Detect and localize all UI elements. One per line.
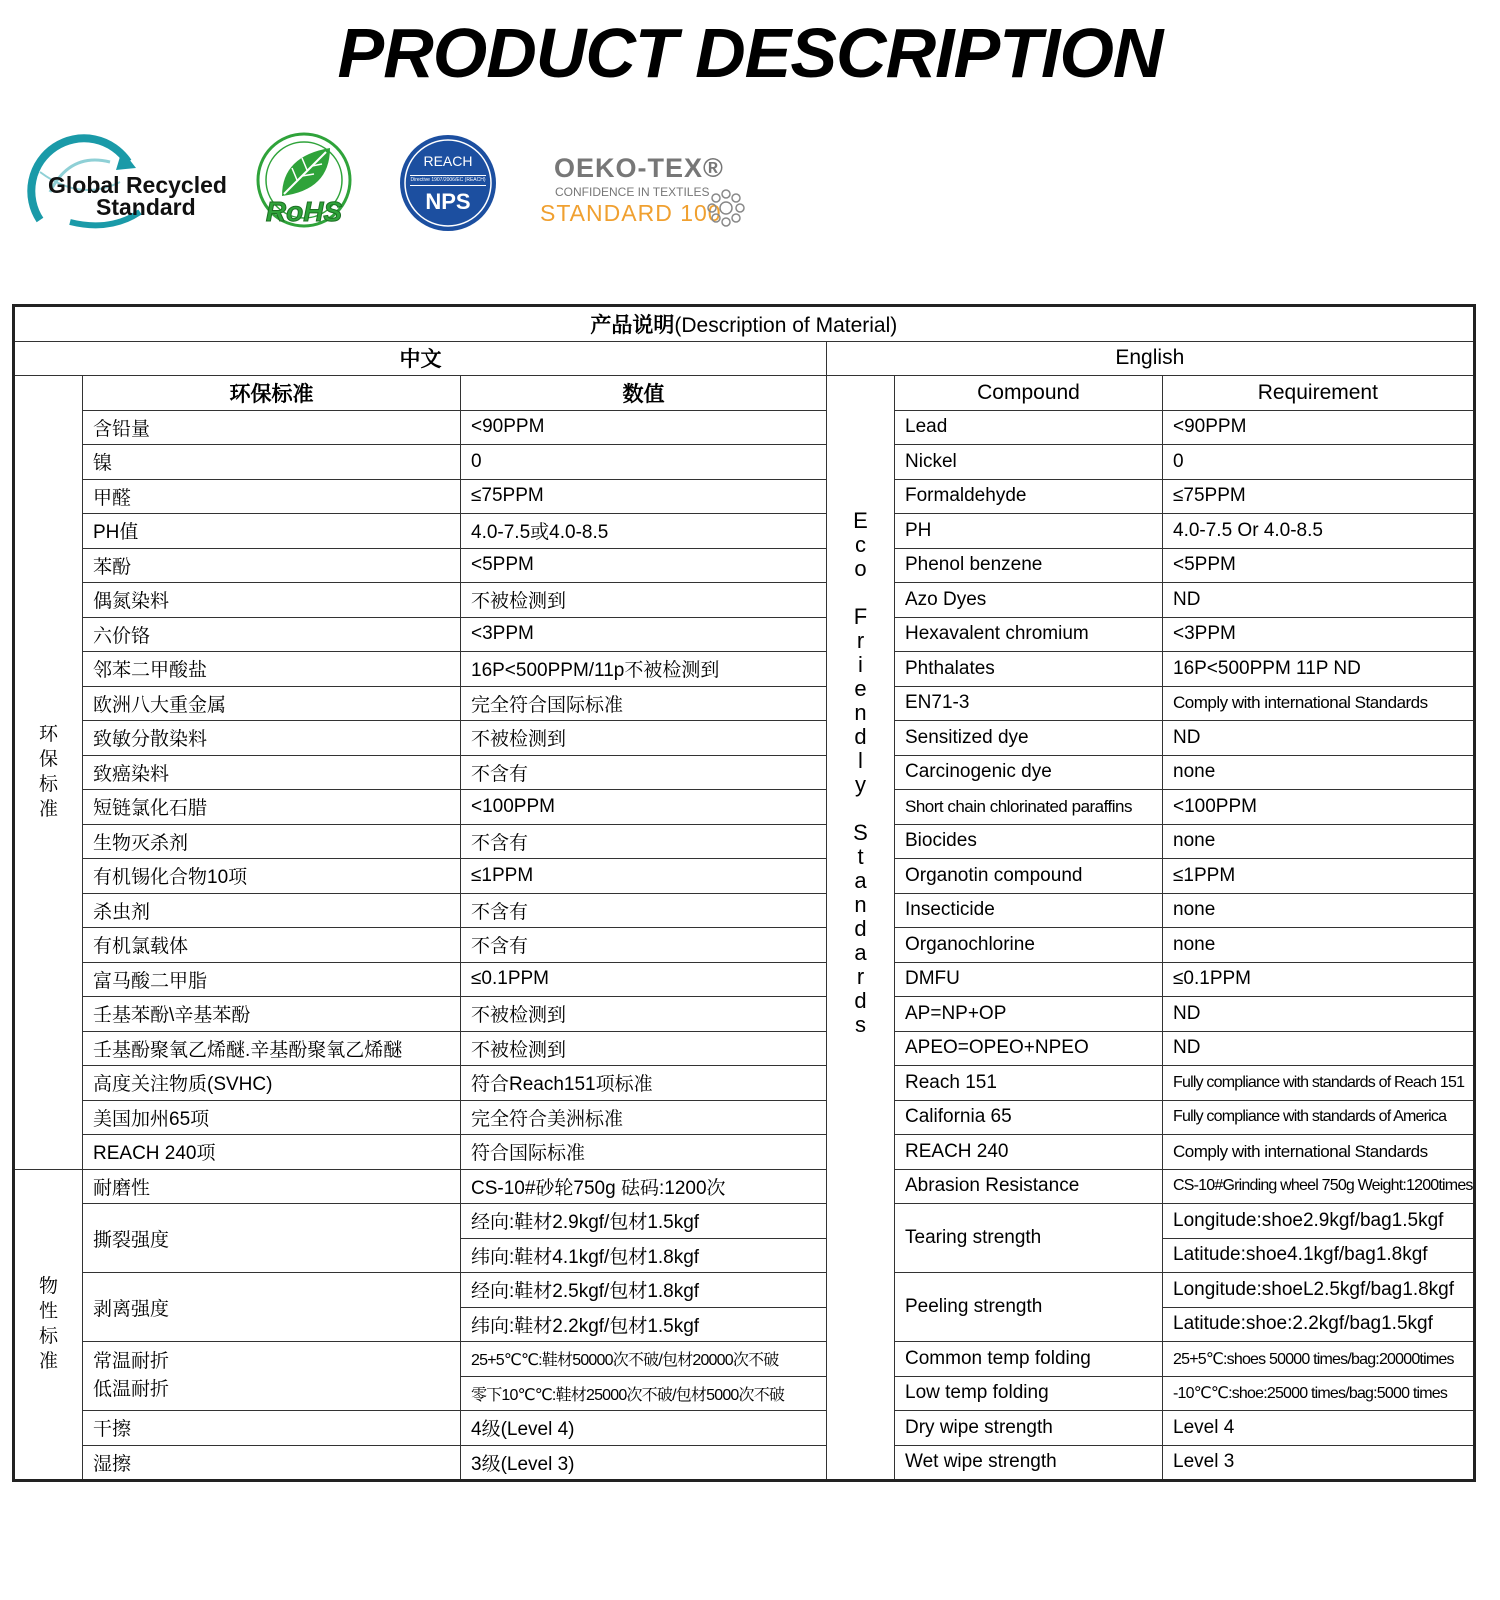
col-header-requirement: Requirement — [1163, 376, 1475, 411]
cell-value: 完全符合国际标准 — [461, 686, 827, 721]
table-row — [14, 928, 1475, 963]
cell-standard: 干擦 — [83, 1411, 461, 1446]
cell-value: 不被检测到 — [461, 583, 827, 618]
cell-requirement: <100PPM — [1163, 790, 1475, 825]
caption-en: (Description of Material) — [674, 313, 898, 337]
cell-value: 0 — [461, 445, 827, 480]
material-spec-table — [12, 304, 1476, 1482]
cell-value: 不被检测到 — [461, 721, 827, 756]
table-row — [14, 445, 1475, 480]
table-caption-row — [14, 306, 1475, 342]
cell-value: 16P<500PPM/11p不被检测到 — [461, 652, 827, 687]
side-label-text: 物 性 标 准 — [38, 1276, 58, 1373]
oeko-line1: OEKO-TEX® — [554, 153, 724, 183]
table-row — [14, 721, 1475, 756]
cell-compound: Low temp folding — [895, 1376, 1163, 1411]
cell-value: 经向:鞋材2.9kgf/包材1.5kgf — [461, 1204, 827, 1239]
cell-compound: Common temp folding — [895, 1342, 1163, 1377]
col-header-standard: 环保标准 — [83, 376, 461, 411]
cell-value: 经向:鞋材2.5kgf/包材1.8kgf — [461, 1273, 827, 1308]
side-label-eco — [14, 376, 83, 1170]
cell-compound: Abrasion Resistance — [895, 1169, 1163, 1204]
cell-standard: 壬基酚聚氧乙烯醚.辛基酚聚氧乙烯醚 — [83, 1031, 461, 1066]
cell-requirement: Comply with international Standards — [1163, 1135, 1475, 1170]
cell-standard: 偶氮染料 — [83, 583, 461, 618]
cell-value: ≤1PPM — [461, 859, 827, 894]
cell-standard: 生物灭杀剂 — [83, 824, 461, 859]
cell-value: CS-10#砂轮750g 砝码:1200次 — [461, 1169, 827, 1204]
cell-value: <5PPM — [461, 548, 827, 583]
cell-standard: 六价铬 — [83, 617, 461, 652]
cell-value: ≤0.1PPM — [461, 962, 827, 997]
cell-compound: Insecticide — [895, 893, 1163, 928]
cell-value: 4级(Level 4) — [461, 1411, 827, 1446]
cell-standard: 耐磨性 — [83, 1169, 461, 1204]
cell-standard: 撕裂强度 — [83, 1204, 461, 1273]
cell-value: 不含有 — [461, 928, 827, 963]
cell-requirement: Longitude:shoe2.9kgf/bag1.5kgf — [1163, 1204, 1475, 1239]
cell-requirement: Level 4 — [1163, 1411, 1475, 1446]
cell-compound: Short chain chlorinated paraffins — [895, 790, 1163, 825]
rohs-label: RoHS — [265, 196, 343, 227]
table-row — [14, 1411, 1475, 1446]
cell-standard: 有机氯载体 — [83, 928, 461, 963]
grs-line1: Global Recycled — [48, 172, 227, 198]
table-row — [14, 1273, 1475, 1308]
cell-requirement: 4.0-7.5 Or 4.0-8.5 — [1163, 514, 1475, 549]
table-row — [14, 790, 1475, 825]
cell-standard: 镍 — [83, 445, 461, 480]
table-row — [14, 1445, 1475, 1481]
folding-cn1: 常温耐折 — [93, 1351, 170, 1372]
cell-requirement: ≤1PPM — [1163, 859, 1475, 894]
caption-cn: 产品说明 — [590, 313, 675, 337]
side-label-phys — [14, 1169, 83, 1481]
cell-requirement: Fully compliance with standards of Reach 151 — [1163, 1066, 1475, 1101]
col-header-compound: Compound — [895, 376, 1163, 411]
cell-standard: 邻苯二甲酸盐 — [83, 652, 461, 687]
cell-compound: California 65 — [895, 1100, 1163, 1135]
table-row — [14, 997, 1475, 1032]
reach-bottom-text: NPS — [425, 189, 471, 214]
cell-standard-folding — [83, 1342, 461, 1411]
reach-middle-text: Directive 1907/2006/EC (REACH) — [410, 175, 486, 186]
cell-value: 零下10℃℃:鞋材25000次不破/包材5000次不破 — [461, 1376, 827, 1411]
language-row — [14, 341, 1475, 376]
cell-standard: PH值 — [83, 514, 461, 549]
cell-compound: AP=NP+OP — [895, 997, 1163, 1032]
reach-nps-logo — [398, 133, 498, 233]
cell-value: 纬向:鞋材2.2kgf/包材1.5kgf — [461, 1307, 827, 1342]
cell-requirement: <5PPM — [1163, 548, 1475, 583]
table-caption — [14, 306, 1475, 342]
cell-value: 不含有 — [461, 893, 827, 928]
table-row — [14, 962, 1475, 997]
table-row — [14, 893, 1475, 928]
rohs-logo — [252, 130, 356, 234]
cell-value: 完全符合美洲标准 — [461, 1100, 827, 1135]
cell-standard: 欧洲八大重金属 — [83, 686, 461, 721]
cell-standard: 有机锡化合物10项 — [83, 859, 461, 894]
global-recycled-standard-logo — [10, 132, 230, 232]
cell-value: 不被检测到 — [461, 997, 827, 1032]
table-row — [14, 548, 1475, 583]
table-row — [14, 652, 1475, 687]
cell-value: ≤75PPM — [461, 479, 827, 514]
cell-standard: 苯酚 — [83, 548, 461, 583]
vertical-label-blank — [827, 1169, 895, 1481]
cell-requirement: ≤75PPM — [1163, 479, 1475, 514]
cell-standard: 壬基苯酚\辛基苯酚 — [83, 997, 461, 1032]
table-row — [14, 1100, 1475, 1135]
table-row — [14, 1204, 1475, 1239]
cell-requirement: 25+5℃:shoes 50000 times/bag:20000times — [1163, 1342, 1475, 1377]
cell-value: <90PPM — [461, 410, 827, 445]
cell-requirement: Longitude:shoeL2.5kgf/bag1.8kgf — [1163, 1273, 1475, 1308]
table-row — [14, 617, 1475, 652]
cell-standard: 剥离强度 — [83, 1273, 461, 1342]
cell-value: <100PPM — [461, 790, 827, 825]
cell-compound: Biocides — [895, 824, 1163, 859]
cell-standard: 致敏分散染料 — [83, 721, 461, 756]
table-row — [14, 410, 1475, 445]
oeko-line3: STANDARD 100 — [540, 200, 722, 226]
cell-standard: REACH 240项 — [83, 1135, 461, 1170]
table-row — [14, 514, 1475, 549]
cell-requirement: <3PPM — [1163, 617, 1475, 652]
cell-compound: APEO=OPEO+NPEO — [895, 1031, 1163, 1066]
table-row — [14, 686, 1475, 721]
cell-compound: EN71-3 — [895, 686, 1163, 721]
reach-top-text: REACH — [423, 153, 473, 169]
cell-value: 符合国际标准 — [461, 1135, 827, 1170]
table-row — [14, 1135, 1475, 1170]
cell-requirement: <90PPM — [1163, 410, 1475, 445]
table-row — [14, 583, 1475, 618]
language-en: English — [827, 341, 1475, 376]
cell-standard: 含铅量 — [83, 410, 461, 445]
cell-compound: Organotin compound — [895, 859, 1163, 894]
cell-requirement: ND — [1163, 583, 1475, 618]
table-row — [14, 859, 1475, 894]
cell-requirement: none — [1163, 928, 1475, 963]
flower-icon — [704, 186, 748, 230]
cell-requirement: CS-10#Grinding wheel 750g Weight:1200times — [1163, 1169, 1475, 1204]
cell-compound: Dry wipe strength — [895, 1411, 1163, 1446]
cell-compound: Tearing strength — [895, 1204, 1163, 1273]
cell-value: <3PPM — [461, 617, 827, 652]
cell-requirement: ND — [1163, 721, 1475, 756]
cell-requirement: none — [1163, 824, 1475, 859]
cell-standard: 甲醛 — [83, 479, 461, 514]
cell-compound: REACH 240 — [895, 1135, 1163, 1170]
cell-requirement: Latitude:shoe4.1kgf/bag1.8kgf — [1163, 1238, 1475, 1273]
cell-requirement: none — [1163, 893, 1475, 928]
cell-requirement: none — [1163, 755, 1475, 790]
vertical-label-text: E c o F r i e n d l y S t a n d a r d s — [853, 507, 868, 1037]
cell-value: 不被检测到 — [461, 1031, 827, 1066]
cell-value: 纬向:鞋材4.1kgf/包材1.8kgf — [461, 1238, 827, 1273]
cell-requirement: 0 — [1163, 445, 1475, 480]
oeko-line2: CONFIDENCE IN TEXTILES — [555, 185, 710, 199]
cell-requirement: ND — [1163, 1031, 1475, 1066]
cell-standard: 富马酸二甲脂 — [83, 962, 461, 997]
cell-value: 符合Reach151项标准 — [461, 1066, 827, 1101]
col-header-value: 数值 — [461, 376, 827, 411]
cell-compound: PH — [895, 514, 1163, 549]
cell-standard: 高度关注物质(SVHC) — [83, 1066, 461, 1101]
cell-compound: Azo Dyes — [895, 583, 1163, 618]
cell-requirement: Latitude:shoe:2.2kgf/bag1.5kgf — [1163, 1307, 1475, 1342]
table-row — [14, 479, 1475, 514]
side-label-text: 环 保 标 准 — [38, 724, 58, 821]
cell-requirement: 16P<500PPM 11P ND — [1163, 652, 1475, 687]
table-row — [14, 1031, 1475, 1066]
language-cn: 中文 — [14, 341, 827, 376]
oeko-tex-logo — [540, 150, 770, 240]
cell-value: 3级(Level 3) — [461, 1445, 827, 1481]
cell-requirement: ≤0.1PPM — [1163, 962, 1475, 997]
cell-value: 25+5℃℃:鞋材50000次不破/包材20000次不破 — [461, 1342, 827, 1377]
cell-compound: Organochlorine — [895, 928, 1163, 963]
cell-requirement: -10℃℃:shoe:25000 times/bag:5000 times — [1163, 1376, 1475, 1411]
column-header-row — [14, 376, 1475, 411]
cell-standard: 杀虫剂 — [83, 893, 461, 928]
table-row — [14, 824, 1475, 859]
table-row — [14, 1169, 1475, 1204]
cell-value: 不含有 — [461, 755, 827, 790]
cell-compound: Phenol benzene — [895, 548, 1163, 583]
grs-line2: Standard — [96, 194, 196, 220]
table-row — [14, 1066, 1475, 1101]
cell-standard: 美国加州65项 — [83, 1100, 461, 1135]
page-title: PRODUCT DESCRIPTION — [337, 14, 1163, 92]
cell-compound: Sensitized dye — [895, 721, 1163, 756]
cell-compound: Carcinogenic dye — [895, 755, 1163, 790]
cell-compound: Formaldehyde — [895, 479, 1163, 514]
cell-standard: 致癌染料 — [83, 755, 461, 790]
cell-compound: Peeling strength — [895, 1273, 1163, 1342]
cell-compound: Phthalates — [895, 652, 1163, 687]
cell-requirement: Fully compliance with standards of America — [1163, 1100, 1475, 1135]
table-row — [14, 755, 1475, 790]
cell-requirement: Comply with international Standards — [1163, 686, 1475, 721]
cell-standard: 湿擦 — [83, 1445, 461, 1481]
cell-standard: 短链氯化石腊 — [83, 790, 461, 825]
folding-cn2: 低温耐折 — [93, 1379, 170, 1400]
cell-compound: Nickel — [895, 445, 1163, 480]
cell-value: 不含有 — [461, 824, 827, 859]
cell-value: 4.0-7.5或4.0-8.5 — [461, 514, 827, 549]
cell-compound: Wet wipe strength — [895, 1445, 1163, 1481]
cell-requirement: ND — [1163, 997, 1475, 1032]
cell-requirement: Level 3 — [1163, 1445, 1475, 1481]
cell-compound: Lead — [895, 410, 1163, 445]
cell-compound: DMFU — [895, 962, 1163, 997]
cell-compound: Hexavalent chromium — [895, 617, 1163, 652]
table-row — [14, 1342, 1475, 1377]
cell-compound: Reach 151 — [895, 1066, 1163, 1101]
vertical-label-eco-friendly — [827, 376, 895, 1170]
